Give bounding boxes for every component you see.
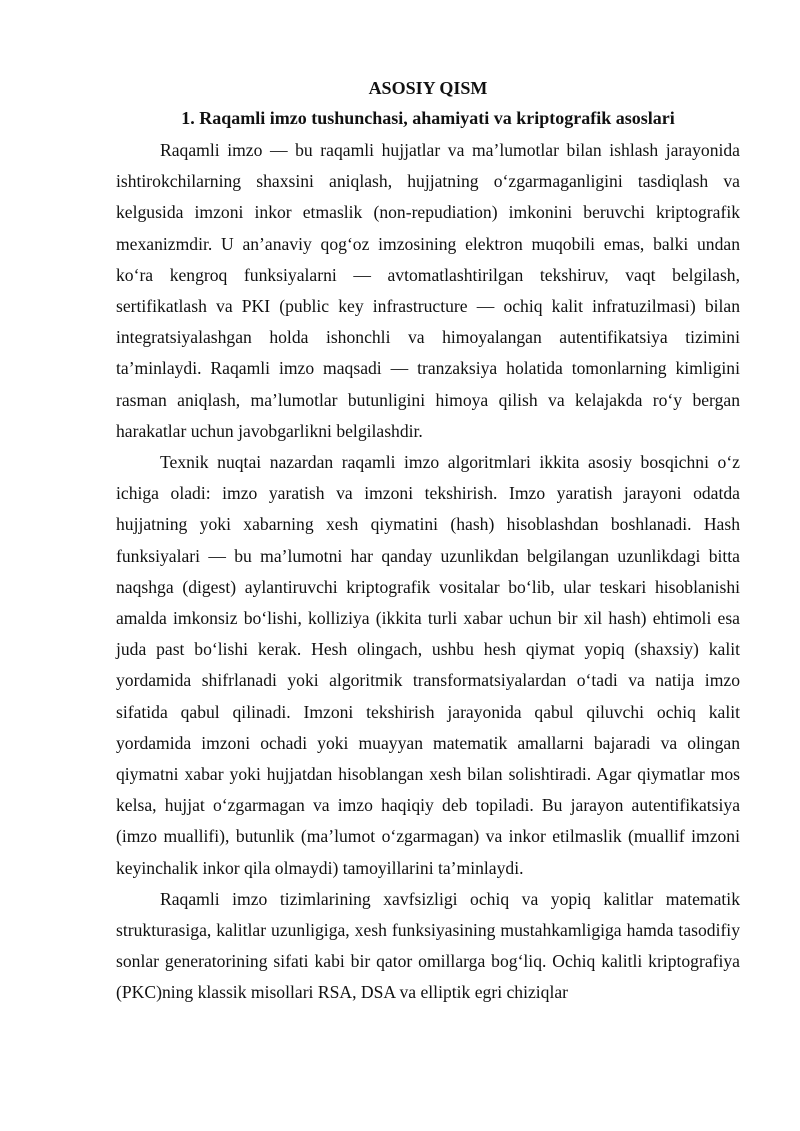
subsection-title: 1. Raqamli imzo tushunchasi, ahamiyati va kriptografik asoslari — [181, 108, 675, 128]
paragraph-1: Raqamli imzo — bu raqamli hujjatlar va ma’lumotlar bilan ishlash jarayonida ishtirokchilarning shaxsini aniqlash, hujjatning o‘zgarmaganligini tasdiqlash va kelgusida imzoni inkor etmaslik (non-repudiation) imkonini beruvchi kriptografik mexanizmdir. U an’anaviy qog‘oz imzosining elektron muqobili emas, balki undan ko‘ra kengroq funksiyalarni — avtomatlashtirilgan tekshiruv, vaqt belgilash, sertifikatlash va PKI (public key infrastructure — ochiq kalit infratuzilmasi) bilan integratsiyalashgan holda ishonchli va himoyalangan autentifikatsiya tizimini ta’minlaydi. Raqamli imzo maqsadi — tranzaksiya holatida tomonlarning kimligini rasman aniqlash, ma’lumotlar butunligini himoya qilish va kelajakda ro‘y bergan harakatlar uchun javobgarlikni belgilashdir. — [116, 140, 740, 441]
paragraph-2: Texnik nuqtai nazardan raqamli imzo algoritmlari ikkita asosiy bosqichni o‘z ichiga oladi: imzo yaratish va imzoni tekshirish. Imzo yaratish jarayoni odatda hujjatning yoki xabarning xesh qiymatini (hash) hisoblashdan boshlanadi. Hash funksiyalari — bu ma’lumotni har qanday uzunlikdan belgilangan uzunlikdagi bitta naqshga (digest) aylantiruvchi kriptografik vositalar bo‘lib, ular teskari hisoblanishi amalda imkonsiz bo‘lishi, kolliziya (ikkita turli xabar uchun bir xil hash) ehtimoli esa juda past bo‘lishi kerak. Hesh olingach, ushbu hesh qiymat yopiq (shaxsiy) kalit yordamida shifrlanadi yoki algoritmik transformatsiyalardan o‘tadi va natija imzo sifatida qabul qilinadi. Imzoni tekshirish jarayonida qabul qiluvchi ochiq kalit yordamida imzoni ochadi yoki muayyan matematik amallarni bajaradi va olingan qiymatni xabar yoki hujjatdan hisoblangan xesh bilan solishtiradi. Agar qiymatlar mos kelsa, hujjat o‘zgarmagan va imzo haqiqiy deb topiladi. Bu jarayon autentifikatsiya (imzo muallifi), butunlik (ma’lumot o‘zgarmagan) va inkor etilmaslik (muallif imzoni keyinchalik inkor qila olmaydi) tamoyillarini ta’minlaydi. — [116, 452, 740, 878]
paragraph-3: Raqamli imzo tizimlarining xavfsizligi ochiq va yopiq kalitlar matematik strukturasiga, kalitlar uzunligiga, xesh funksiyasining mustahkamligiga hamda tasodifiy sonlar generatorining sifati kabi bir qator omillarga bog‘liq. Ochiq kalitli kriptografiya (PKC)ning klassik misollari RSA, DSA va elliptik egri chiziqlar — [116, 888, 740, 1003]
section-title: ASOSIY QISM — [368, 78, 488, 98]
page-content — [116, 75, 740, 1009]
